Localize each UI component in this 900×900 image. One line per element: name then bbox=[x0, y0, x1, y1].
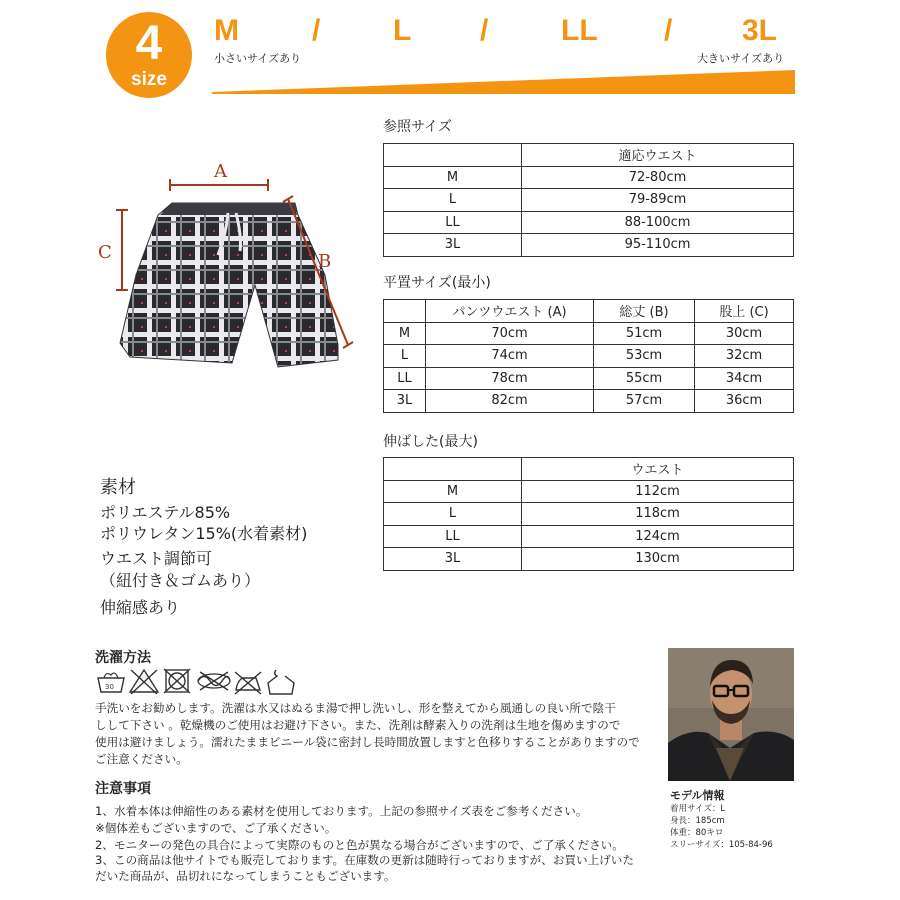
column-header: ウエスト bbox=[522, 458, 794, 481]
size-m-heading: M bbox=[214, 14, 239, 47]
size-cell: LL bbox=[384, 211, 522, 234]
stretch-note: 伸縮感あり bbox=[100, 598, 181, 617]
table-row bbox=[384, 480, 794, 503]
size-3l-heading: 3L bbox=[742, 14, 778, 47]
table-row bbox=[384, 525, 794, 548]
size-cell: M bbox=[384, 322, 426, 345]
waist-drawstring-note: （紐付き＆ゴムあり） bbox=[100, 571, 261, 590]
large-size-note: 大きいサイズあり bbox=[697, 52, 785, 65]
rise-cell: 34cm bbox=[695, 367, 794, 390]
note-line: だいた商品が、品切れになってしまうこともございます。 bbox=[95, 869, 396, 883]
no-tumble-dry-icon bbox=[164, 669, 190, 693]
material-polyurethane: ポリウレタン15%(水着素材) bbox=[100, 524, 308, 543]
waist-cell: 88-100cm bbox=[522, 211, 794, 234]
material-polyester: ポリエステル85% bbox=[100, 503, 231, 522]
reference-size-title: 参照サイズ bbox=[383, 119, 452, 135]
table-corner-cell bbox=[384, 458, 522, 481]
rise-cell: 32cm bbox=[695, 345, 794, 368]
model-photo bbox=[668, 648, 794, 781]
length-cell: 53cm bbox=[594, 345, 695, 368]
model-weight: 体重：80キロ bbox=[670, 828, 724, 838]
no-wring-icon bbox=[198, 672, 230, 690]
hand-wash-30-icon bbox=[98, 673, 124, 692]
size-l-heading: L bbox=[393, 14, 412, 47]
length-cell: 51cm bbox=[594, 322, 695, 345]
table-row bbox=[384, 166, 794, 189]
note-line: ※個体差もございますので、ご了承ください。 bbox=[95, 821, 337, 835]
size-separator: / bbox=[480, 14, 489, 47]
size-separator: / bbox=[312, 14, 321, 47]
waist-cell: 130cm bbox=[522, 548, 794, 571]
washing-title: 洗濯方法 bbox=[95, 650, 151, 666]
waist-cell: 74cm bbox=[426, 345, 594, 368]
table-row bbox=[384, 211, 794, 234]
model-three-sizes: スリーサイズ：105-84-96 bbox=[670, 840, 773, 850]
waist-cell: 70cm bbox=[426, 322, 594, 345]
waist-cell: 95-110cm bbox=[522, 234, 794, 257]
washing-text-line: しして下さい 。乾燥機のご使用はお避け下さい。また、洗剤は酵素入りの洗剤は生地を傷めますので bbox=[95, 718, 621, 732]
rise-cell: 36cm bbox=[695, 390, 794, 413]
table-row bbox=[384, 548, 794, 571]
column-header: 股上 (C) bbox=[695, 300, 794, 323]
model-height: 身長：185cm bbox=[670, 816, 725, 826]
table-row bbox=[384, 503, 794, 526]
dimension-c-label: C bbox=[98, 242, 112, 263]
waist-cell: 79-89cm bbox=[522, 189, 794, 212]
table-header-row bbox=[384, 144, 794, 167]
table-row bbox=[384, 390, 794, 413]
waist-cell: 78cm bbox=[426, 367, 594, 390]
column-header: パンツウエスト (A) bbox=[426, 300, 594, 323]
dimension-b-label: B bbox=[318, 251, 332, 272]
model-size: 着用サイズ：L bbox=[670, 804, 726, 814]
washing-text-line: ご注意ください。 bbox=[95, 752, 188, 766]
model-info bbox=[670, 803, 773, 851]
waist-cell: 72-80cm bbox=[522, 166, 794, 189]
size-separator: / bbox=[664, 14, 673, 47]
size-cell: M bbox=[384, 166, 522, 189]
size-cell: LL bbox=[384, 367, 426, 390]
length-cell: 55cm bbox=[594, 367, 695, 390]
size-cell: M bbox=[384, 480, 522, 503]
orange-wedge-bar bbox=[212, 70, 795, 94]
waist-cell: 124cm bbox=[522, 525, 794, 548]
note-line: 3、この商品は他サイトでも販売しております。在庫数の更新は随時行っておりますが、お買い上げいた bbox=[95, 853, 634, 867]
stretched-size-title: 伸ばした(最大) bbox=[383, 434, 478, 450]
notes-title: 注意事項 bbox=[95, 781, 151, 797]
size-cell: L bbox=[384, 189, 522, 212]
note-line: 2、モニターの発色の具合によって実際のものと色が異なる場合がございますので、ご了承ください。 bbox=[95, 838, 624, 852]
badge-number: 4 bbox=[135, 17, 163, 70]
table-row bbox=[384, 345, 794, 368]
size-count-badge bbox=[106, 12, 192, 98]
washing-text-line: 手洗いをお勧めします。洗濯は水又はぬるま湯で押し洗いし、形を整えてから風通しの良い所で陰干 bbox=[95, 701, 616, 715]
adjustable-waist: ウエスト調節可 bbox=[100, 549, 213, 568]
table-corner-cell bbox=[384, 300, 426, 323]
size-ll-heading: LL bbox=[561, 14, 598, 47]
dimension-a-label: A bbox=[214, 161, 227, 182]
badge-label: size bbox=[131, 69, 167, 90]
size-cell: L bbox=[384, 503, 522, 526]
table-corner-cell bbox=[384, 144, 522, 167]
reference-size-table bbox=[383, 143, 794, 257]
table-row bbox=[384, 189, 794, 212]
small-size-note: 小さいサイズあり bbox=[214, 52, 302, 65]
table-row bbox=[384, 367, 794, 390]
shorts-illustration bbox=[90, 155, 360, 380]
flat-size-title: 平置サイズ(最小) bbox=[383, 275, 491, 291]
hang-dry-icon bbox=[268, 670, 294, 694]
material-title: 素材 bbox=[100, 477, 136, 498]
table-row bbox=[384, 234, 794, 257]
hand-wash-temp: 30 bbox=[105, 683, 114, 691]
size-cell: 3L bbox=[384, 548, 522, 571]
column-header: 総丈 (B) bbox=[594, 300, 695, 323]
no-bleach-icon bbox=[130, 670, 158, 694]
model-info-title: モデル情報 bbox=[670, 789, 725, 802]
table-header-row bbox=[384, 300, 794, 323]
table-header-row bbox=[384, 458, 794, 481]
size-cell: LL bbox=[384, 525, 522, 548]
column-header: 適応ウエスト bbox=[522, 144, 794, 167]
rise-cell: 30cm bbox=[695, 322, 794, 345]
size-cell: L bbox=[384, 345, 426, 368]
waist-cell: 82cm bbox=[426, 390, 594, 413]
waist-cell: 112cm bbox=[522, 480, 794, 503]
length-cell: 57cm bbox=[594, 390, 695, 413]
flat-size-table bbox=[383, 299, 794, 413]
size-cell: 3L bbox=[384, 390, 426, 413]
note-line: 1、水着本体は伸縮性のある素材を使用しております。上記の参照サイズ表をご参考ください。 bbox=[95, 804, 588, 818]
care-icons bbox=[96, 666, 296, 696]
size-cell: 3L bbox=[384, 234, 522, 257]
no-iron-icon bbox=[235, 672, 261, 694]
waist-cell: 118cm bbox=[522, 503, 794, 526]
stretched-size-table bbox=[383, 457, 794, 571]
washing-text-line: 使用は避けましょう。濡れたままビニール袋に密封し長時間放置しますと色移りすることがありますので bbox=[95, 735, 640, 749]
table-row bbox=[384, 322, 794, 345]
